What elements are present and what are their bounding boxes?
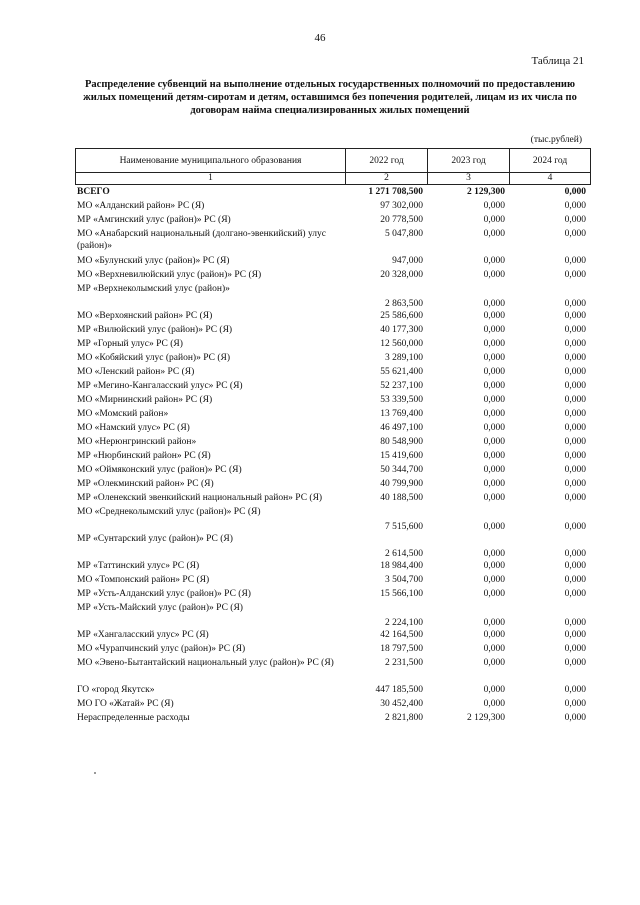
value-2023: 0,000 [483, 409, 505, 419]
row-name: МО «Ленский район» РС (Я) [77, 367, 195, 377]
row-name: МО «Верхневилюйский улус (район)» РС (Я) [77, 270, 262, 280]
value-2022: 2 224,100 [385, 618, 423, 628]
table-label: Таблица 21 [531, 55, 584, 67]
header-name: Наименование муниципального образования [76, 149, 346, 173]
value-2024: 0,000 [564, 618, 586, 628]
header-num-3: 3 [428, 173, 510, 185]
total-row [75, 186, 590, 200]
value-2023: 0,000 [483, 353, 505, 363]
value-2023: 0,000 [483, 270, 505, 280]
row-name: МР «Сунтарский улус (район)» РС (Я) [77, 534, 233, 544]
header-num-4: 4 [510, 173, 591, 185]
value-2024: 0,000 [564, 561, 586, 571]
row-name: МР «Таттинский улус» РС (Я) [77, 561, 200, 571]
table-row [75, 464, 590, 478]
table-row [75, 324, 590, 338]
value-2022: 2 231,500 [385, 658, 423, 668]
value-2022: 3 289,100 [385, 353, 423, 363]
table-row [75, 394, 590, 408]
row-name: МР «Усть-Алданский улус (район)» РС (Я) [77, 589, 251, 599]
value-2023: 0,000 [483, 465, 505, 475]
value-2024: 0,000 [564, 685, 586, 695]
value-2022: 18 797,500 [380, 644, 423, 654]
row-name: МО ГО «Жатай» РС (Я) [77, 699, 174, 709]
header-2022: 2022 год [346, 149, 428, 173]
row-name: МО «Намский улус» РС (Я) [77, 423, 190, 433]
value-2023: 0,000 [483, 256, 505, 266]
table-row [75, 533, 590, 560]
row-name: МО «Момский район» [77, 409, 169, 419]
table-row [75, 588, 590, 602]
row-name: МО «Верхоянский район» РС (Я) [77, 311, 213, 321]
value-2024: 0,000 [564, 395, 586, 405]
value-2022: 15 566,100 [380, 589, 423, 599]
table-row [75, 269, 590, 283]
value-2023: 0,000 [483, 630, 505, 640]
value-2023: 0,000 [483, 685, 505, 695]
value-2022: 2 863,500 [385, 299, 423, 309]
value-2024: 0,000 [564, 713, 586, 723]
table-row [75, 214, 590, 228]
row-name: МО «Томпонский район» РС (Я) [77, 575, 210, 585]
value-2024: 0,000 [564, 215, 586, 225]
table-row [75, 602, 590, 629]
row-name: ВСЕГО [77, 187, 110, 197]
value-2023: 0,000 [483, 479, 505, 489]
row-name: МР «Верхнеколымский улус (район)» [77, 284, 230, 294]
value-2022: 447 185,500 [375, 685, 423, 695]
row-name: МО «Нерюнгринский район» [77, 437, 197, 447]
value-2022: 947,000 [392, 256, 423, 266]
value-2024: 0,000 [564, 465, 586, 475]
row-name: МР «Хангаласский улус» РС (Я) [77, 630, 209, 640]
document-title: Распределение субвенций на выполнение отдельных государственных полномочий по предоставлению жилых помещений детям-сиротам и детям, оставшимся без попечения родителей, лицам из их числа по договорам найма специализированных жилых помещений [83, 79, 577, 116]
value-2023: 0,000 [483, 215, 505, 225]
table-header [75, 148, 591, 185]
value-2022: 20 778,500 [380, 215, 423, 225]
value-2022: 80 548,900 [380, 437, 423, 447]
value-2023: 0,000 [483, 311, 505, 321]
value-2024: 0,000 [564, 409, 586, 419]
value-2023: 0,000 [483, 381, 505, 391]
value-2024: 0,000 [564, 256, 586, 266]
value-2024: 0,000 [564, 575, 586, 585]
value-2023: 0,000 [483, 423, 505, 433]
value-2022: 12 560,000 [380, 339, 423, 349]
value-2023: 0,000 [483, 201, 505, 211]
value-2024: 0,000 [564, 339, 586, 349]
value-2022: 40 188,500 [380, 493, 423, 503]
value-2023: 0,000 [483, 229, 505, 239]
table-row [75, 574, 590, 588]
value-2022: 15 419,600 [380, 451, 423, 461]
row-name: МО «Алданский район» РС (Я) [77, 201, 205, 211]
value-2022: 52 237,100 [380, 381, 423, 391]
row-name: МР «Горный улус» РС (Я) [77, 339, 183, 349]
value-2024: 0,000 [564, 229, 586, 239]
value-2022: 1 271 708,500 [368, 187, 423, 197]
page-number: 46 [314, 32, 326, 44]
value-2024: 0,000 [564, 522, 586, 532]
value-2024: 0,000 [564, 658, 586, 668]
value-2022: 30 452,400 [380, 699, 423, 709]
value-2024: 0,000 [564, 423, 586, 433]
table-row [75, 380, 590, 394]
table-row [75, 450, 590, 464]
row-name: МР «Амгинский улус (район)» РС (Я) [77, 215, 231, 225]
row-name: МО «Оймяконский улус (район)» РС (Я) [77, 465, 242, 475]
row-name: МО «Булунский улус (район)» РС (Я) [77, 256, 230, 266]
value-2023: 0,000 [483, 658, 505, 668]
value-2023: 0,000 [483, 493, 505, 503]
value-2024: 0,000 [564, 479, 586, 489]
row-name: ГО «город Якутск» [77, 685, 155, 695]
value-2023: 0,000 [483, 367, 505, 377]
table-row [75, 228, 590, 255]
value-2024: 0,000 [564, 589, 586, 599]
row-name: МР «Мегино-Кангаласский улус» РС (Я) [77, 381, 243, 391]
value-2022: 18 984,400 [380, 561, 423, 571]
row-name: МР «Нюрбинский район» РС (Я) [77, 451, 211, 461]
value-2023: 0,000 [483, 299, 505, 309]
table-row [75, 366, 590, 380]
header-2023: 2023 год [428, 149, 510, 173]
value-2022: 7 515,600 [385, 522, 423, 532]
value-2023: 0,000 [483, 618, 505, 628]
table-row [75, 657, 590, 684]
value-2022: 40 799,900 [380, 479, 423, 489]
value-2023: 0,000 [483, 325, 505, 335]
subsidy-table [75, 186, 590, 726]
value-2024: 0,000 [564, 201, 586, 211]
table-row [75, 698, 590, 712]
value-2022: 42 164,500 [380, 630, 423, 640]
value-2022: 2 614,500 [385, 549, 423, 559]
value-2024: 0,000 [564, 699, 586, 709]
value-2023: 2 129,300 [467, 713, 505, 723]
table-row [75, 492, 590, 506]
table-row [75, 629, 590, 643]
value-2023: 0,000 [483, 575, 505, 585]
table-row [75, 436, 590, 450]
value-2024: 0,000 [564, 451, 586, 461]
value-2024: 0,000 [564, 437, 586, 447]
value-2023: 0,000 [483, 395, 505, 405]
table-row [75, 352, 590, 366]
value-2024: 0,000 [564, 299, 586, 309]
value-2024: 0,000 [564, 367, 586, 377]
value-2023: 0,000 [483, 339, 505, 349]
value-2024: 0,000 [564, 311, 586, 321]
value-2022: 40 177,300 [380, 325, 423, 335]
row-name: МО «Эвено-Бытантайский национальный улус (район)» РС (Я) [77, 658, 334, 668]
value-2024: 0,000 [564, 353, 586, 363]
row-name: МО «Чурапчинский улус (район)» РС (Я) [77, 644, 246, 654]
value-2022: 53 339,500 [380, 395, 423, 405]
value-2024: 0,000 [564, 493, 586, 503]
row-name: МР «Вилюйский улус (район)» РС (Я) [77, 325, 233, 335]
value-2024: 0,000 [564, 549, 586, 559]
row-name: МО «Анабарский национальный (долгано-эвенкийский) улус (район)» [77, 229, 327, 251]
header-2024: 2024 год [510, 149, 591, 173]
value-2022: 46 497,100 [380, 423, 423, 433]
value-2022: 25 586,600 [380, 311, 423, 321]
value-2022: 50 344,700 [380, 465, 423, 475]
value-2024: 0,000 [564, 644, 586, 654]
value-2024: 0,000 [564, 187, 586, 197]
value-2022: 20 328,000 [380, 270, 423, 280]
row-name: МР «Усть-Майский улус (район)» РС (Я) [77, 603, 243, 613]
value-2023: 0,000 [483, 522, 505, 532]
table-row [75, 643, 590, 657]
value-2023: 0,000 [483, 589, 505, 599]
row-name: МО «Кобяйский улус (район)» РС (Я) [77, 353, 230, 363]
row-name: Нераспределенные расходы [77, 713, 190, 723]
units-label: (тыс.рублей) [530, 135, 582, 145]
value-2023: 0,000 [483, 699, 505, 709]
value-2022: 2 821,800 [385, 713, 423, 723]
value-2023: 2 129,300 [467, 187, 505, 197]
value-2022: 5 047,800 [385, 229, 423, 239]
value-2022: 13 769,400 [380, 409, 423, 419]
header-num-2: 2 [346, 173, 428, 185]
value-2023: 0,000 [483, 549, 505, 559]
table-row [75, 684, 590, 698]
value-2024: 0,000 [564, 381, 586, 391]
table-row [75, 283, 590, 310]
value-2022: 97 302,000 [380, 201, 423, 211]
table-row [75, 255, 590, 269]
scan-speck [94, 772, 96, 774]
value-2023: 0,000 [483, 437, 505, 447]
table-row [75, 310, 590, 324]
value-2022: 3 504,700 [385, 575, 423, 585]
row-name: МР «Оленекский эвенкийский национальный район» РС (Я) [77, 493, 323, 503]
value-2023: 0,000 [483, 561, 505, 571]
value-2022: 55 621,400 [380, 367, 423, 377]
row-name: МР «Олекминский район» РС (Я) [77, 479, 214, 489]
header-num-1: 1 [76, 173, 346, 185]
value-2023: 0,000 [483, 451, 505, 461]
table-row [75, 712, 590, 726]
value-2023: 0,000 [483, 644, 505, 654]
table-row [75, 408, 590, 422]
row-name: МО «Среднеколымский улус (район)» РС (Я) [77, 507, 261, 517]
value-2024: 0,000 [564, 325, 586, 335]
table-row [75, 478, 590, 492]
table-row [75, 560, 590, 574]
table-row [75, 200, 590, 214]
table-row [75, 422, 590, 436]
table-row [75, 506, 590, 533]
value-2024: 0,000 [564, 630, 586, 640]
value-2024: 0,000 [564, 270, 586, 280]
row-name: МО «Мирнинский район» РС (Я) [77, 395, 213, 405]
table-row [75, 338, 590, 352]
